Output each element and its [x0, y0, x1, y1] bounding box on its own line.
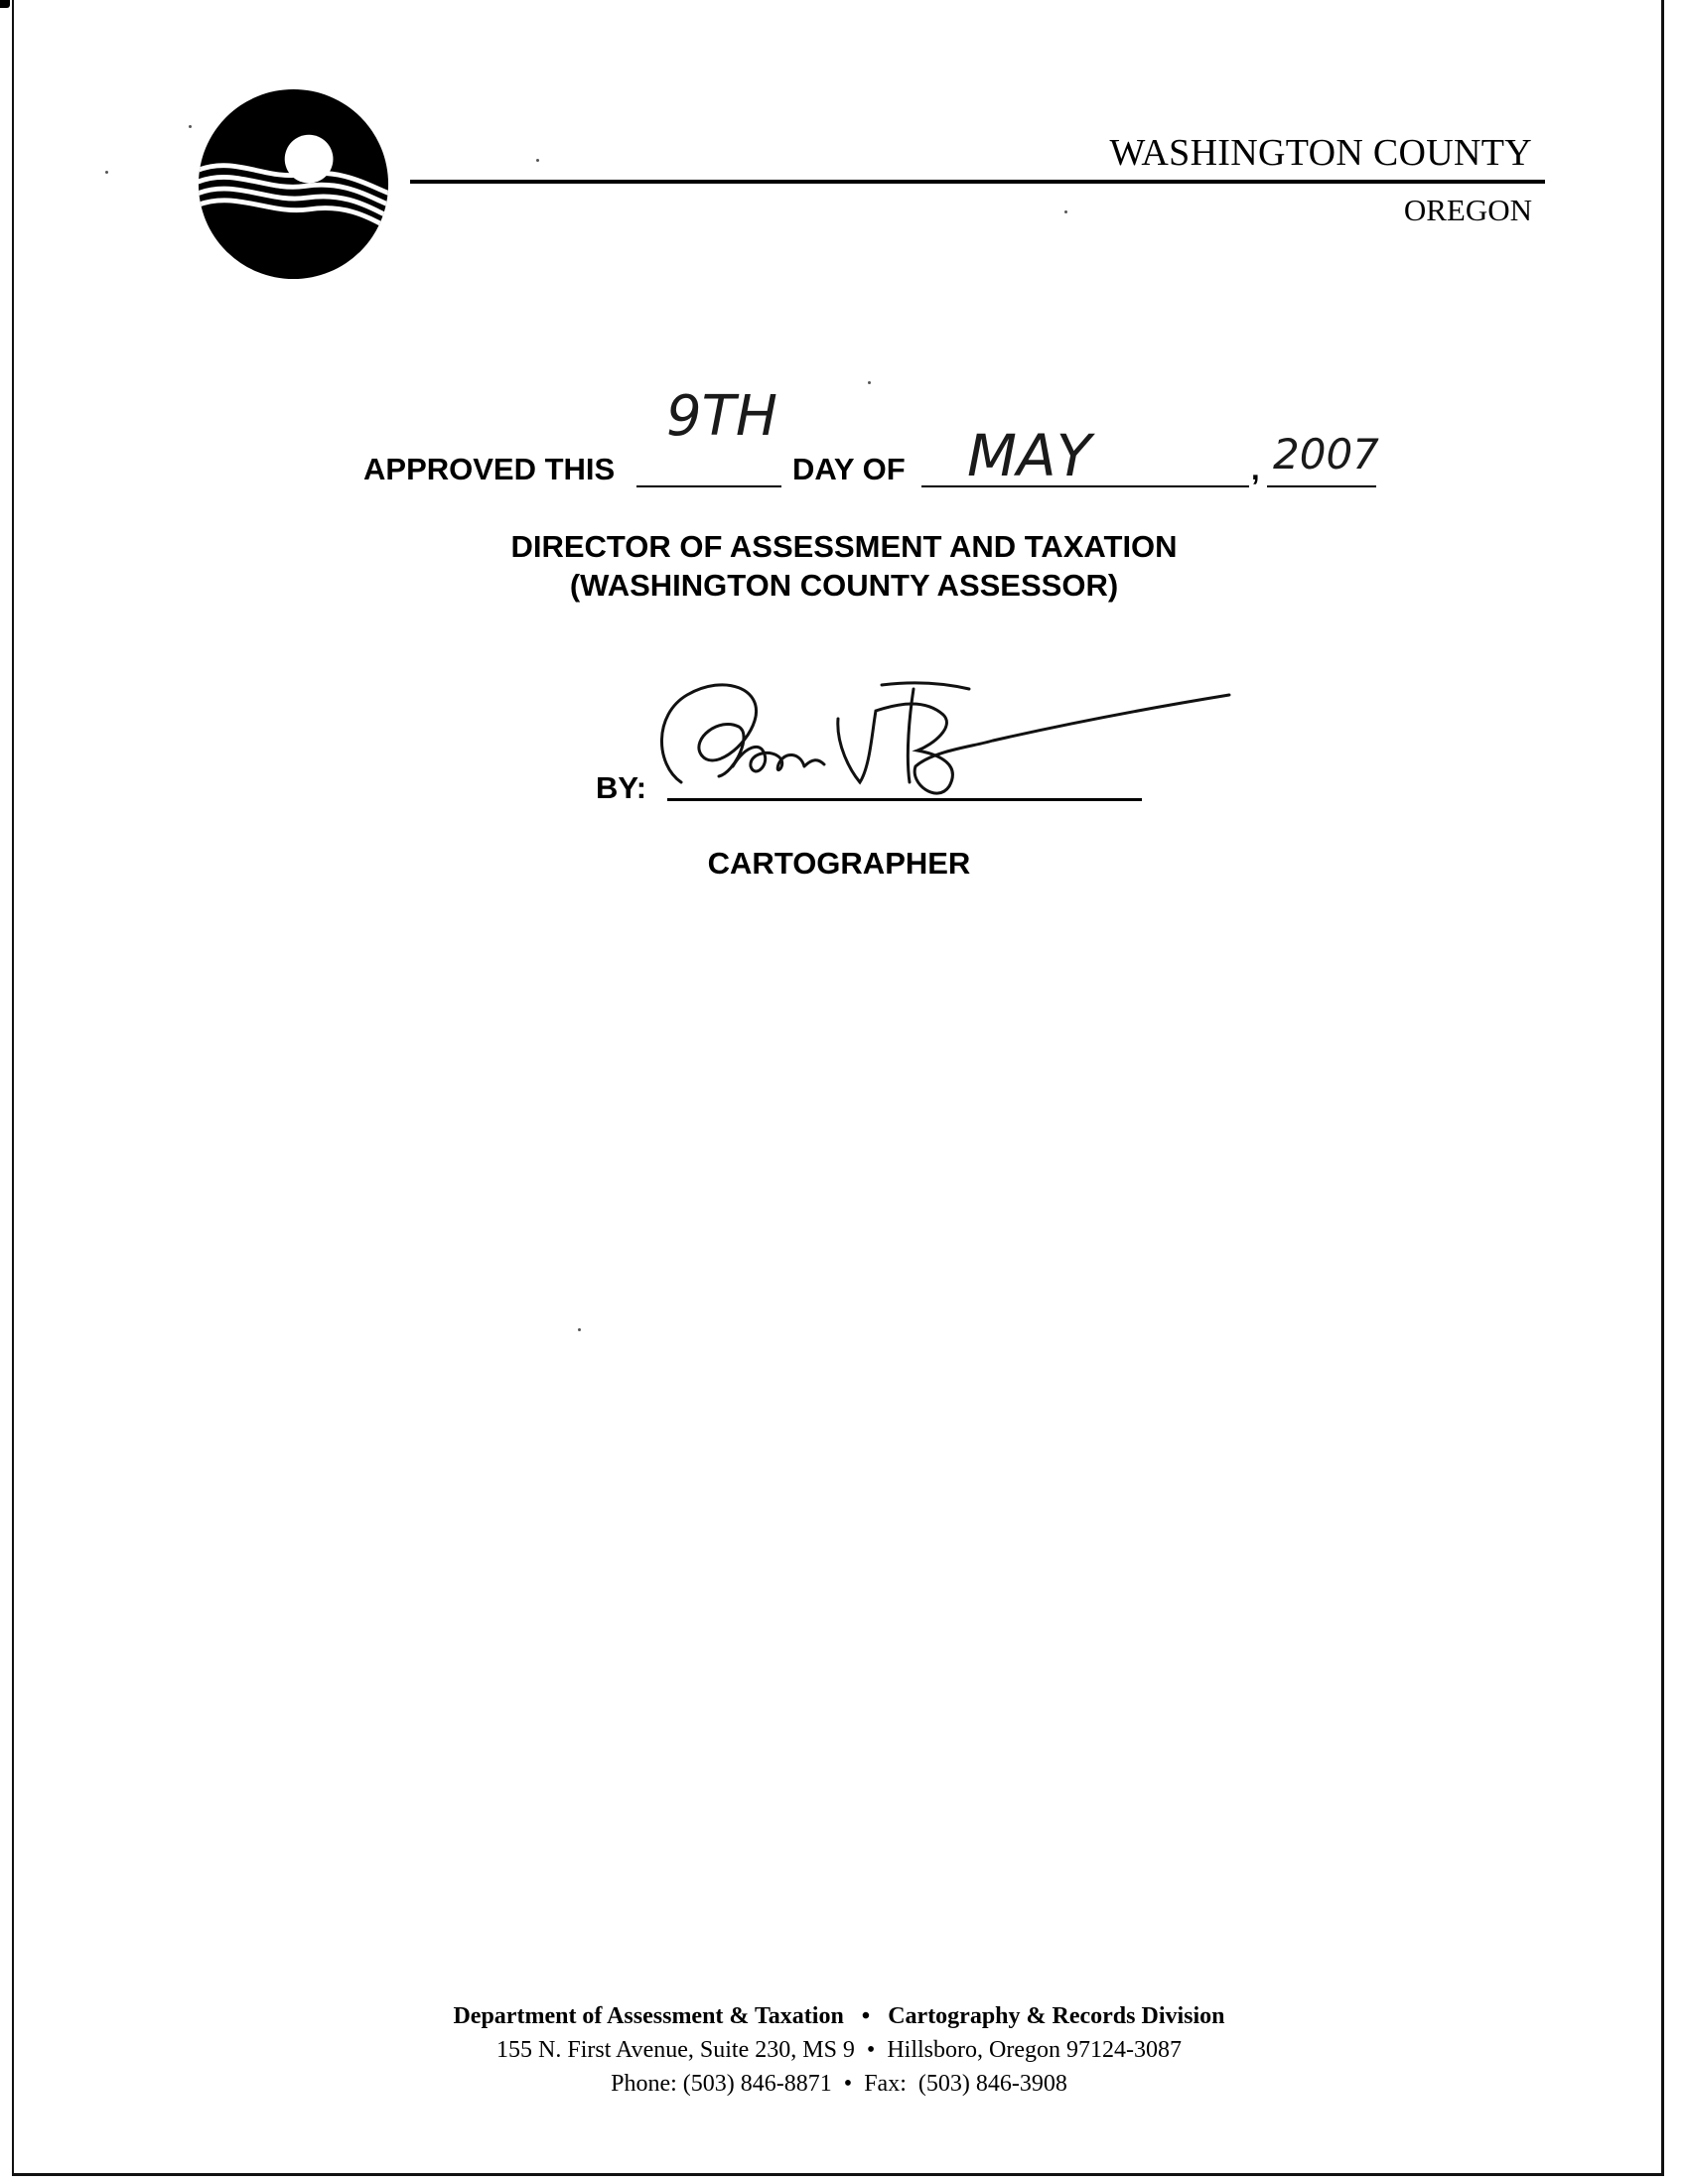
cartographer-title: CARTOGRAPHER	[707, 846, 971, 881]
footer-line-2	[0, 2037, 1678, 2064]
year-handwritten: 2007	[1273, 430, 1379, 478]
scan-speck	[578, 1328, 581, 1331]
county-name: WASHINGTON COUNTY	[1109, 132, 1532, 174]
day-of-label: DAY OF	[792, 452, 906, 486]
footer-bullet: •	[843, 2071, 853, 2097]
director-title: DIRECTOR OF ASSESSMENT AND TAXATION	[510, 529, 1178, 564]
footer-phone: Phone: (503) 846-8871	[611, 2071, 832, 2097]
day-blank	[636, 452, 781, 487]
scan-speck	[1064, 210, 1067, 213]
header-rule	[410, 180, 1545, 184]
assessor-title: (WASHINGTON COUNTY ASSESSOR)	[569, 568, 1119, 603]
footer-bullet: •	[866, 2037, 876, 2063]
footer-city: Hillsboro, Oregon 97124-3087	[887, 2037, 1182, 2063]
scan-speck	[189, 125, 192, 128]
county-logo-icon	[197, 87, 390, 281]
page-border	[12, 0, 1664, 2176]
state-name: OREGON	[1403, 193, 1532, 227]
footer-bullet: •	[861, 2003, 871, 2029]
scan-mark	[0, 0, 10, 8]
signature-line	[667, 798, 1142, 801]
scan-speck	[105, 171, 108, 174]
month-handwritten: MAY	[967, 422, 1092, 489]
day-handwritten: 9TH	[666, 384, 777, 449]
footer-division: Cartography & Records Division	[888, 2003, 1225, 2029]
scan-speck	[868, 381, 871, 384]
footer-line-1	[0, 2003, 1678, 2030]
footer-department: Department of Assessment & Taxation	[453, 2003, 844, 2029]
by-label: BY:	[596, 770, 647, 805]
approved-this-label: APPROVED THIS	[363, 452, 616, 486]
comma: ,	[1251, 452, 1260, 486]
scan-speck	[536, 159, 539, 162]
footer-line-3	[0, 2071, 1678, 2098]
footer-fax: Fax: (503) 846-3908	[864, 2071, 1067, 2097]
footer-address: 155 N. First Avenue, Suite 230, MS 9	[496, 2037, 855, 2063]
